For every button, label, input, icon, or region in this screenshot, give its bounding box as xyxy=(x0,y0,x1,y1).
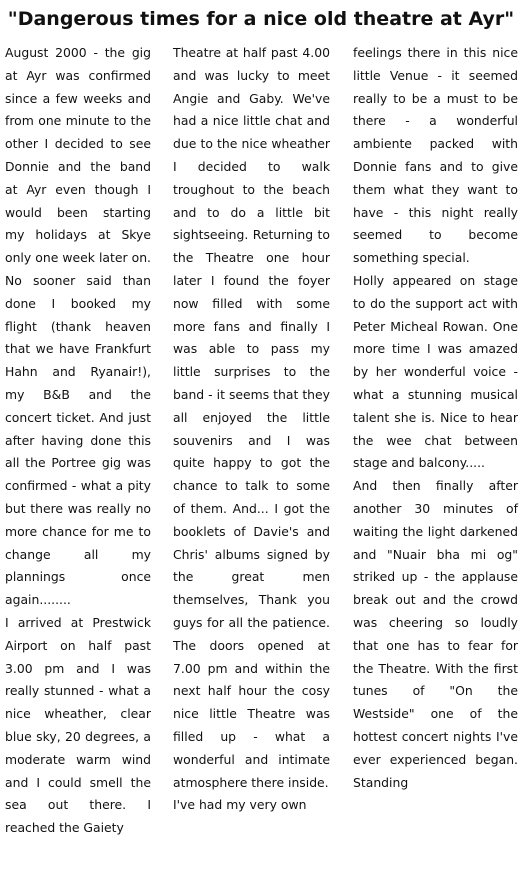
paragraph: I arrived at Prestwick Airport on half past 3.00 pm and I was really stunned - what a nice wheather, clear blue sky, 20 degrees, a moderate warm wind and I could smell the sea out there. I reached the Gaiety xyxy=(5,614,151,836)
paragraph: August 2000 - the gig at Ayr was confirmed since a few weeks and from one minute to the other I decided to see Donnie and the band at Ayr even though I would been starting my holidays at Skye only one week later on. No sooner said than done I booked my flight (thank heaven that we have Frankfurt Hahn and Ryanair!), my B&B and the concert ticket. And just after having done this all the Portree gig was confirmed - what a pity but there was really no more chance for me to change all my plannings once again........ xyxy=(5,45,151,608)
paragraph: And then finally after another 30 minutes of waiting the light darkened and "Nuair bha mi og" striked up - the applause break out and the crowd was cheering so loudly that one has to fear for the Theatre. With the first tunes of "On the Westside" one of the hottest concert nights I've ever experienced began. Standing xyxy=(353,478,518,790)
paragraph: I've had my very own xyxy=(173,797,307,813)
paragraph: feelings there in this nice little Venue - it seemed really to be a must to be there - a wonderful ambiente packed with Donnie fans and to give them what they want to have - this night really seemed to become something special. xyxy=(353,45,518,266)
paragraph: Theatre at half past 4.00 and was lucky to meet Angie and Gaby. We've had a nice little chat and due to the nice wheather I decided to walk troughout to the beach and to do a little bit sightseeing. Returning to the Theatre one hour later I found the foyer now filled with some more fans and finally I was able to pass my little surprises to the band - it seems that they all enjoyed the little souvenirs and I was quite happy to got the chance to talk to some of them. And... I got the booklets of Davie's and Chris' albums signed by the great men themselves, Thank you guys for all the patience. The doors opened at 7.00 pm and within the next half hour the cosy nice little Theatre was filled up - what a wonderful and intimate atmosphere there inside. xyxy=(173,45,330,790)
text-column-2 xyxy=(173,42,330,882)
article-title: "Dangerous times for a nice old theatre at Ayr" xyxy=(7,8,515,30)
text-column-1 xyxy=(5,42,151,882)
paragraph: Holly appeared on stage to do the support act with Peter Micheal Rowan. One more time I was amazed by her wonderful voice - what a stunning musical talent she is. Nice to hear the wee chat between stage and balcony..... xyxy=(353,272,518,471)
text-column-3 xyxy=(353,42,518,882)
